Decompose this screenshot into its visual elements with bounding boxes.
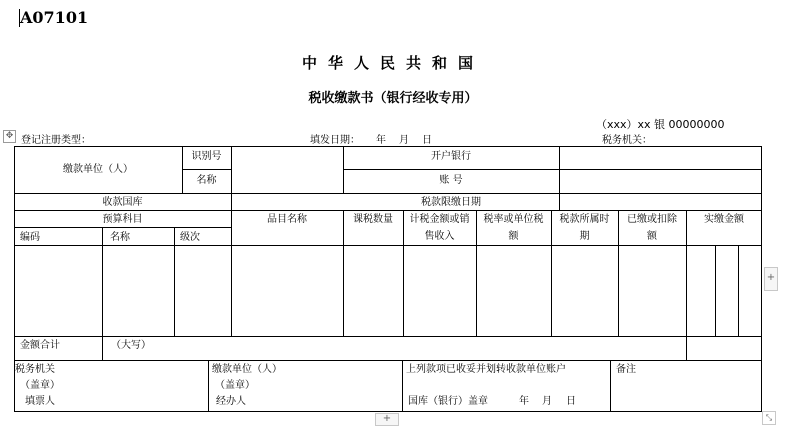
deadline-label: 税款限缴日期 (421, 197, 481, 208)
tax-period-header-line2: 期 (579, 231, 590, 242)
total-amount-label: 金额合计 (20, 340, 60, 351)
total-uppercase-label: （大写） (111, 340, 151, 351)
footer-day: 日 (566, 396, 576, 407)
tax-rate-header-line1: 税率或单位税 (483, 214, 544, 225)
name-header: 名称 (110, 232, 130, 243)
item-name-header: 品目名称 (267, 214, 307, 225)
deducted-header-line1: 已缴或扣除 (627, 214, 677, 225)
issue-day: 日 (422, 135, 432, 146)
footer-year: 年 (519, 396, 529, 407)
tax-rate-header-line2: 额 (508, 231, 519, 242)
taxable-amount-header-line1: 计税金额或销 (409, 214, 470, 225)
footer-payer-seal: （盖章） (215, 380, 255, 391)
title-country: 中华人民共和国 (301, 54, 484, 72)
bank-label: 开户银行 (431, 151, 471, 162)
actual-amount-header: 实缴金额 (704, 214, 744, 225)
tax-period-header-line1: 税款所属时 (559, 214, 610, 225)
tax-office-header-label: 税务机关： (602, 135, 652, 146)
id-number-label: 识别号 (191, 151, 222, 162)
tax-quantity-header: 课税数量 (353, 214, 393, 225)
code-header: 编码 (20, 232, 40, 243)
issue-month: 月 (399, 135, 409, 146)
budget-subject-header: 预算科目 (102, 214, 143, 225)
level-header: 级次 (180, 232, 200, 243)
title-form: 税收缴款书（银行经收专用） (308, 91, 478, 106)
payer-name-label: 名称 (196, 175, 217, 186)
footer-remarks: 备注 (616, 364, 636, 375)
reg-type-label: 登记注册类型： (21, 135, 91, 146)
footer-handler: 经办人 (216, 396, 246, 407)
footer-treasury-seal: 国库（银行）盖章 (408, 396, 488, 407)
footer-tax-office-seal: （盖章） (20, 380, 60, 391)
footer-tax-office: 税务机关 (15, 364, 55, 375)
add-column-icon[interactable]: + (764, 267, 778, 291)
footer-month: 月 (542, 396, 552, 407)
issue-year: 年 (376, 135, 386, 146)
voucher-number: （xxx）xx 银 00000000 (596, 118, 725, 131)
deducted-header-line2: 额 (647, 231, 657, 242)
form-code: A07101 (20, 8, 89, 27)
footer-payer-unit: 缴款单位（人） (212, 364, 282, 375)
account-label: 账 号 (439, 175, 463, 186)
footer-issuer: 填票人 (25, 396, 55, 407)
footer-transfer-note: 上列款项已收妥并划转收款单位账户 (406, 364, 566, 375)
issue-date-label: 填发日期： (310, 135, 360, 146)
add-row-icon[interactable]: + (375, 413, 399, 426)
taxable-amount-header-line2: 售收入 (424, 231, 455, 242)
receiving-treasury-label: 收款国库 (102, 197, 143, 208)
payer-unit-label: 缴款单位（人） (63, 164, 133, 175)
table-resize-icon[interactable]: ⤡ (762, 411, 776, 425)
table-move-handle-icon[interactable]: ✥ (3, 130, 16, 143)
